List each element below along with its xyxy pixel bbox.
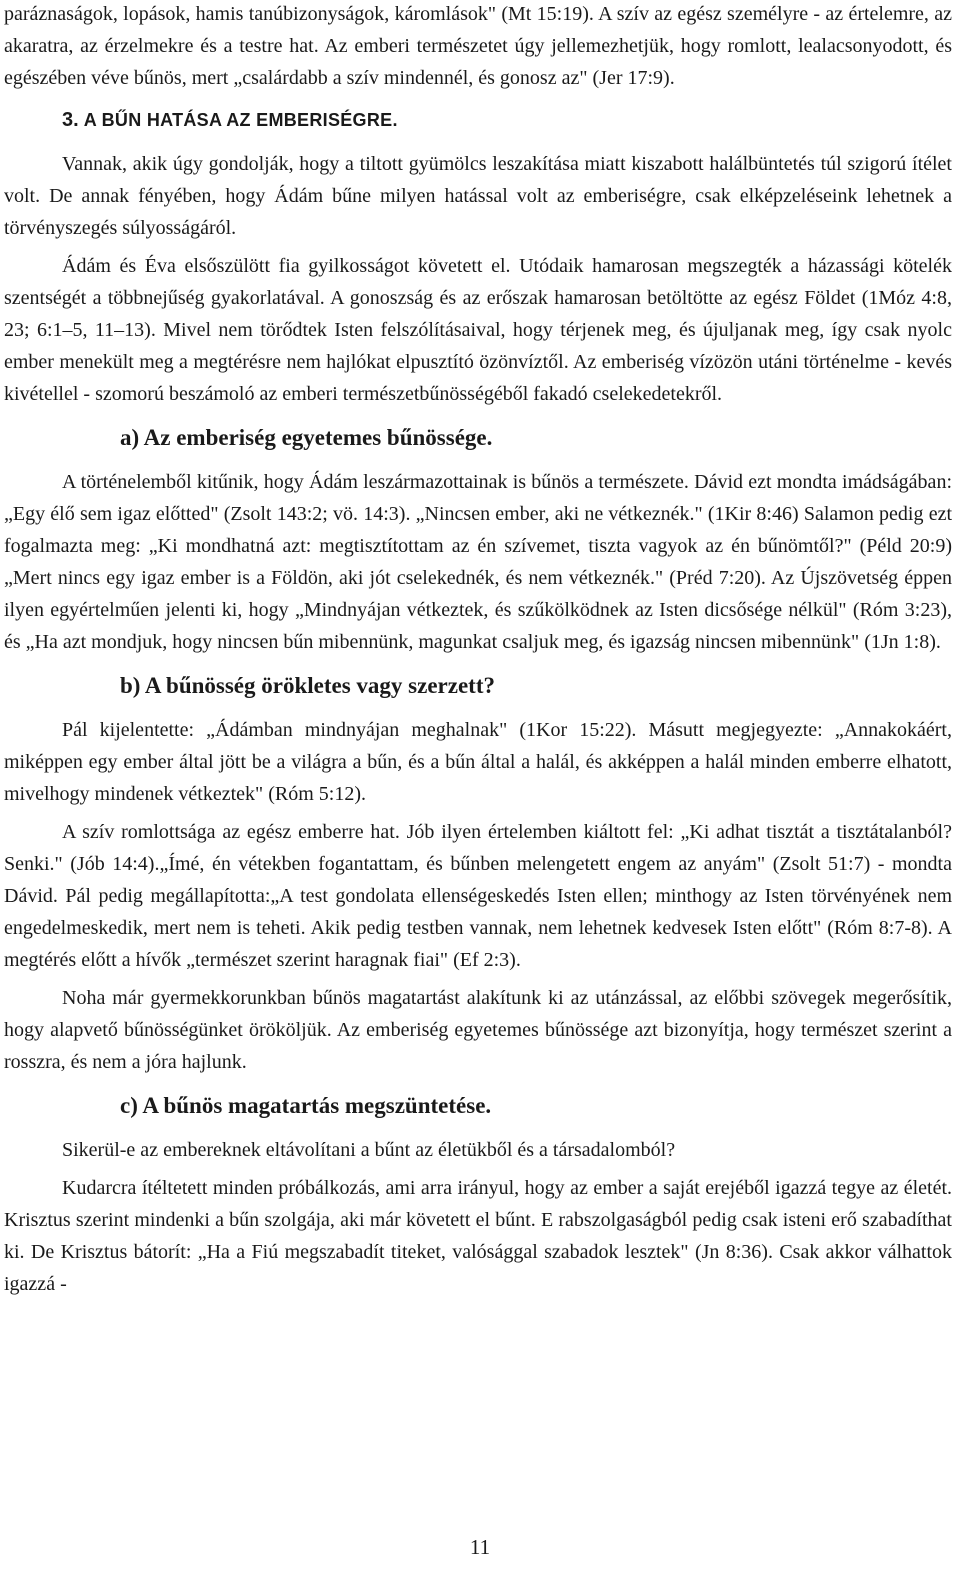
page-number: 11 (469, 1535, 491, 1559)
section-number: 3. (62, 109, 79, 131)
section-paragraph: Ádám és Éva elsőszülött fia gyilkosságot követett el. Utódaik hamarosan megszegték a házassági kötelék szentségét a többnejűség gyakorlatával. A gonoszság és az erőszak hamarosan betöltötte az egész Földet (1Móz 4:8, 23; 6:1–5, 11–13). Mivel nem törődtek Isten felszólításaival, hogy térjenek meg, és újuljanak meg, így csak nyolc ember menekült meg a megtérésre nem hajlókat elpusztító özönvíztől. Az emberiség vízözön utáni történelme - kevés kivétellel - szomorú beszámoló az emberi természetbűnösségéből fakadó cselekedetekről. (4, 255, 952, 405)
section-heading (4, 104, 952, 136)
subsection-heading-c: c) A bűnös magatartás megszüntetése. (120, 1093, 492, 1118)
subsection-b-paragraph: Pál kijelentette: „Ádámban mindnyájan meghalnak" (1Kor 15:22). Másutt megjegyezte: „Annakokáért, miképpen egy ember által jött be a világra a bűn, és a bűn által a halál, és akképpen a halál minden emberre elhatott, mivelhogy mindenek vétkeztek" (Róm 5:12). (4, 719, 952, 805)
document-page (4, 0, 952, 1300)
subsection-b-paragraph: Noha már gyermekkorunkban bűnös magatartást alakítunk ki az utánzással, az előbbi szövegek megerősítik, hogy alapvető bűnösségünket örököljük. Az emberiség egyetemes bűnössége azt bizonyítja, hogy természet szerint a rosszra, és nem a jóra hajlunk. (4, 987, 952, 1073)
section-paragraph: Vannak, akik úgy gondolják, hogy a tiltott gyümölcs leszakítása miatt kiszabott halálbüntetés túl szigorú ítélet volt. De annak fényében, hogy Ádám bűne milyen hatással volt az emberiségre, csak elképzeléseink lehetnek a törvényszegés súlyosságáról. (4, 153, 952, 239)
subsection-c-paragraph: Kudarcra ítéltetett minden próbálkozás, ami arra irányul, hogy az ember a saját erejéből igazzá tegye az életét. Krisztus szerint mindenki a bűn szolgája, aki már követett el bűnt. E rabszolgaságból pedig csak isteni erő szabadíthat ki. De Krisztus bátorít: „Ha a Fiú megszabadít titeket, valósággal szabadok lesztek" (Jn 8:36). Csak akkor válhattok igazzá - (4, 1177, 952, 1295)
section-title: A BŰN HATÁSA AZ EMBERISÉGRE. (83, 110, 398, 130)
subsection-heading-b: b) A bűnösség örökletes vagy szerzett? (120, 673, 495, 698)
subsection-a-paragraph: A történelemből kitűnik, hogy Ádám leszármazottainak is bűnös a természete. Dávid ezt mondta imádságában: „Egy élő sem igaz előtted" (Zsolt 143:2; vö. 14:3). „Nincsen ember, aki ne vétkeznék." (1Kir 8:46) Salamon pedig ezt fogalmazta meg: „Ki mondhatná azt: megtisztítottam az én szívemet, tiszta vagyok az én bűnömtől?" (Péld 20:9) „Mert nincs egy igaz ember is a Földön, aki jót cselekednék, és nem vétkeznék." (Préd 7:20). Az Újszövetség éppen ilyen egyértelműen jelenti ki, hogy „Mindnyájan vétkeztek, és szűkölködnek az Isten dicsősége nélkül" (Róm 3:23), és „Ha azt mondjuk, hogy nincsen bűn mibennünk, magunkat csaljuk meg, és igazság nincsen mibennünk" (1Jn 1:8). (4, 471, 952, 653)
intro-paragraph: paráznaságok, lopások, hamis tanúbizonyságok, káromlások" (Mt 15:19). A szív az egész személyre - az értelemre, az akaratra, az érzelmekre és a testre hat. Az emberi természetet úgy jellemezhetjük, hogy romlott, lealacsonyodott, és egészében véve bűnös, mert „csalárdabb a szív mindennél, és gonosz az" (Jer 17:9). (4, 3, 952, 89)
subsection-c-paragraph: Sikerül-e az embereknek eltávolítani a bűnt az életükből és a társadalomból? (62, 1139, 676, 1161)
subsection-heading-a: a) Az emberiség egyetemes bűnössége. (120, 425, 493, 450)
subsection-b-paragraph: A szív romlottsága az egész emberre hat. Jób ilyen értelemben kiáltott fel: „Ki adhat tisztát a tisztátalanból? Senki." (Jób 14:4).„Ímé, én vétekben fogantattam, és bűnben melengetett engem az anyám" (Zsolt 51:7) - mondta Dávid. Pál pedig megállapította:„A test gondolata ellenségeskedés Isten ellen; minthogy az Isten törvényének nem engedelmeskedik, mert nem is teheti. Akik pedig testben vannak, nem lehetnek kedvesek Isten előtt" (Róm 8:7-8). A megtérés előtt a hívők „természet szerint haragnak fiai" (Ef 2:3). (4, 821, 952, 971)
